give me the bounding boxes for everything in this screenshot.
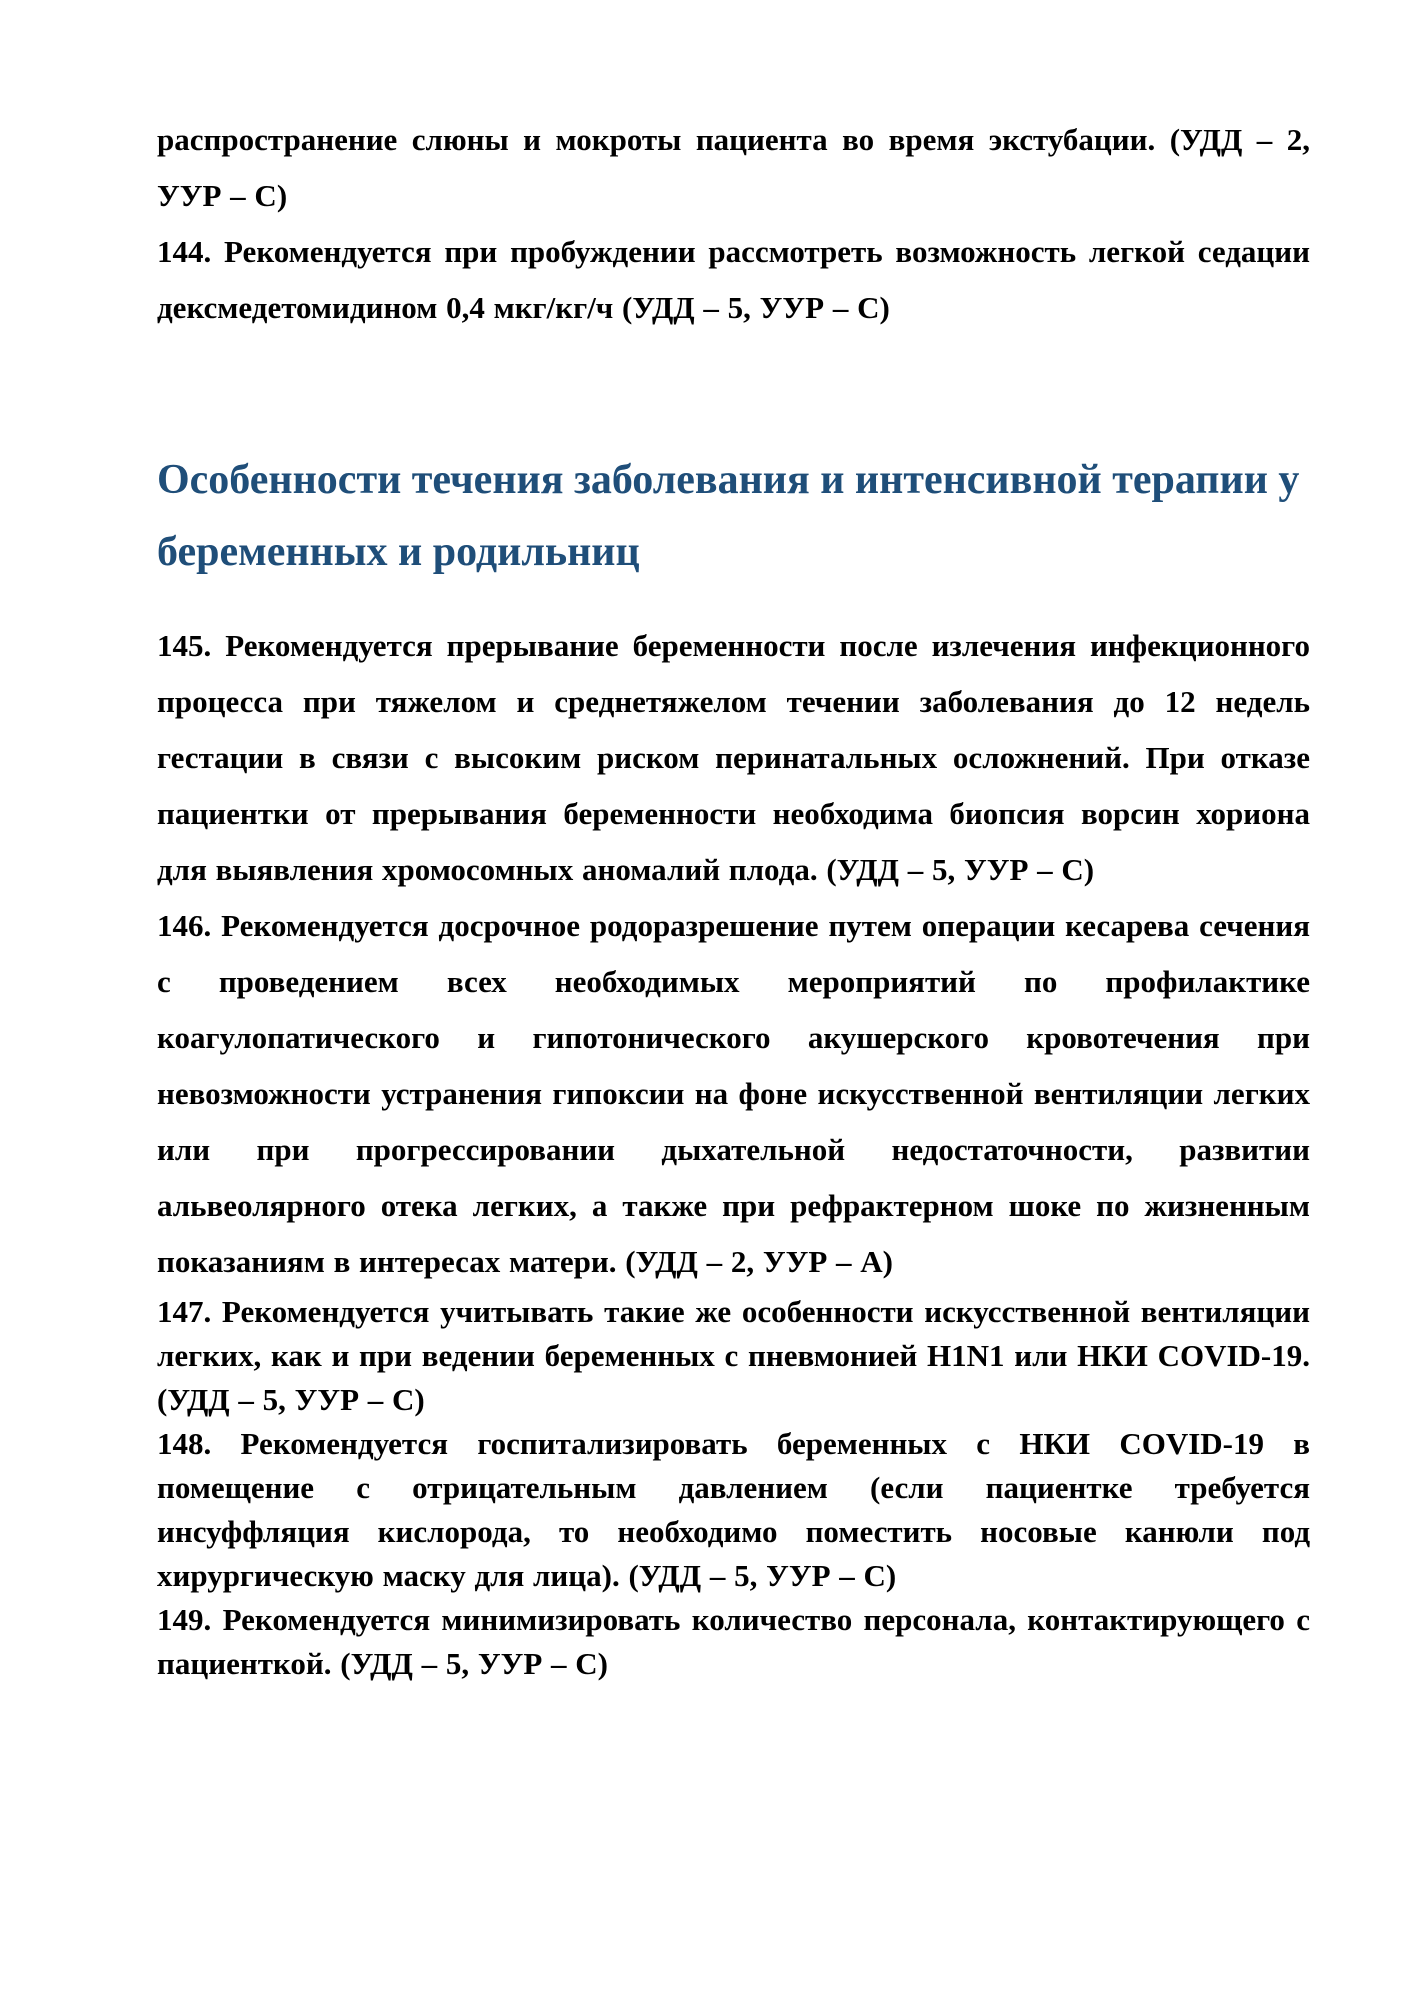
recommendation-145: 145. Рекомендуется прерывание беременности после излечения инфекционного процесса при тяжелом и среднетяжелом течении заболевания до 12 недель гестации в связи с высоким риском перинатальных осложнений. При отказе пациентки от прерывания беременности необходима биопсия ворсин хориона для выявления хромосомных аномалий плода. (УДД – 5, УУР – С) [157,628,1310,887]
page-content [157,112,1310,1686]
section-heading: Особенности течения заболевания и интенсивной терапии у беременных и родильниц [157,457,1300,575]
recommendation-144: 144. Рекомендуется при пробуждении рассмотреть возможность легкой седации дексмедетомидином 0,4 мкг/кг/ч (УДД – 5, УУР – С) [157,234,1310,325]
recommendation-148: 148. Рекомендуется госпитализировать беременных с НКИ COVID-19 в помещение с отрицательным давлением (если пациентке требуется инсуффляция кислорода, то необходимо поместить носовые канюли под хирургическую маску для лица). (УДД – 5, УУР – С) [157,1426,1310,1593]
paragraph-continuation: распространение слюны и мокроты пациента во время экстубации. (УДД – 2, УУР – С) [157,122,1310,213]
recommendation-147: 147. Рекомендуется учитывать такие же особенности искусственной вентиляции легких, как и при ведении беременных с пневмонией H1N1 или НКИ COVID-19. (УДД – 5, УУР – С) [157,1294,1310,1417]
recommendation-146: 146. Рекомендуется досрочное родоразрешение путем операции кесарева сечения с проведением всех необходимых мероприятий по профилактике коагулопатического и гипотонического акушерского кровотечения при невозможности устранения гипоксии на фоне искусственной вентиляции легких или при прогрессировании дыхательной недостаточности, развитии альвеолярного отека легких, а также при рефрактерном шоке по жизненным показаниям в интересах матери. (УДД – 2, УУР – А) [157,908,1310,1279]
recommendation-149: 149. Рекомендуется минимизировать количество персонала, контактирующего с пациенткой. (УДД – 5, УУР – С) [157,1602,1310,1681]
